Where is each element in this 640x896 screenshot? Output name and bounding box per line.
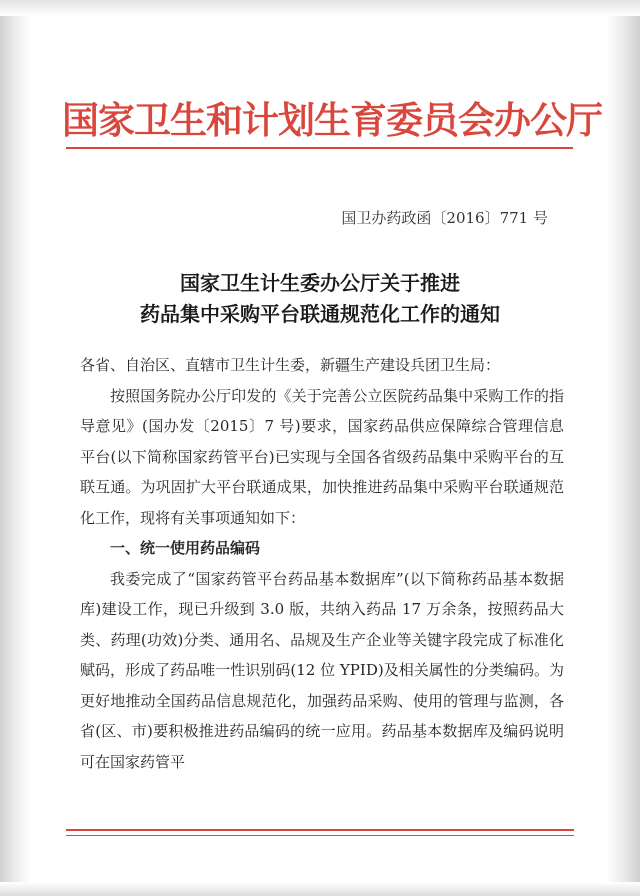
section-1-paragraph: 我委完成了“国家药管平台药品基本数据库”(以下简称药品基本数据库)建设工作，现已升级到 3.0 版，共纳入药品 17 万余条，按照药品大类、药理(功效)分类、通用名、品规及生产企业等关键字段完成了标准化赋码，形成了药品唯一性识别码(12 位 YPID)及相关属性的分类编码。为更好地推动全国药品信息规范化，加强药品采购、使用的管理与监测，各省(区、市)要积极推进药品编码的统一应用。药品基本数据库及编码说明可在国家药管平 bbox=[80, 569, 564, 771]
document-body bbox=[80, 350, 564, 777]
header-red-rule bbox=[66, 147, 573, 149]
page-edge-shadow-left bbox=[0, 0, 30, 896]
page-edge-shadow-top bbox=[0, 0, 640, 16]
section-1-heading: 一、统一使用药品编码 bbox=[110, 539, 261, 557]
page-edge-shadow-bottom bbox=[0, 882, 640, 896]
issuing-office-header: 国家卫生和计划生育委员会办公厅 bbox=[62, 98, 602, 142]
intro-paragraph: 按照国务院办公厅印发的《关于完善公立医院药品集中采购工作的指导意见》(国办发〔2015〕7 号)要求，国家药品供应保障综合管理信息平台(以下简称国家药管平台)已实现与全国各省级药品集中采购平台的互联互通。为巩固扩大平台联通成果，加快推进药品集中采购平台联通规范化工作，现将有关事项通知如下： bbox=[80, 386, 564, 527]
document-title-line-1: 国家卫生计生委办公厅关于推进 bbox=[180, 271, 460, 295]
document-number: 国卫办药政函〔2016〕771 号 bbox=[341, 209, 548, 227]
recipients-line: 各省、自治区、直辖市卫生计生委，新疆生产建设兵团卫生局： bbox=[80, 356, 501, 374]
footer-red-rule-thick bbox=[66, 829, 574, 831]
page-edge-shadow-right bbox=[606, 0, 640, 896]
footer-red-rule-thin bbox=[66, 835, 574, 836]
document-title bbox=[64, 268, 576, 330]
document-title-line-2: 药品集中采购平台联通规范化工作的通知 bbox=[140, 302, 500, 326]
